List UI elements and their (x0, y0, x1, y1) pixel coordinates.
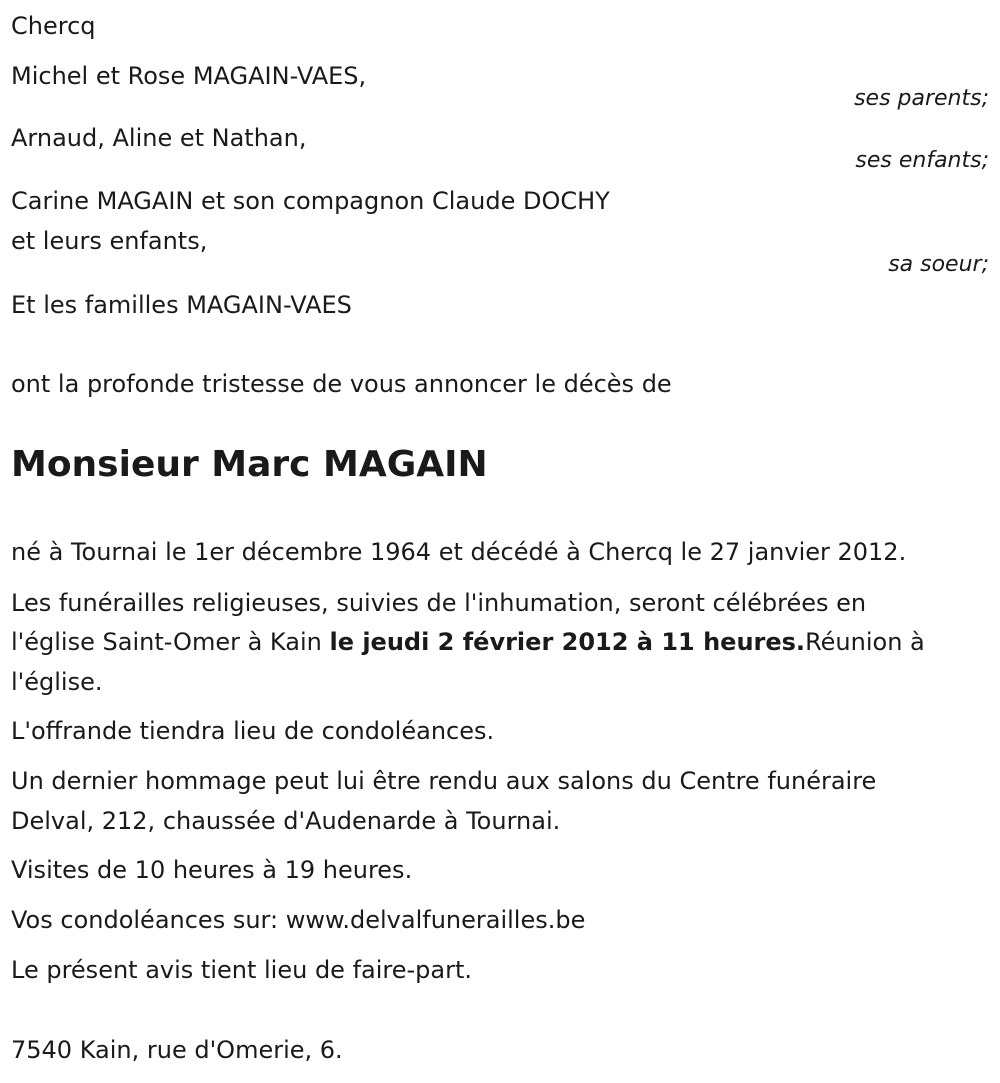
location-text: Chercq (11, 12, 96, 40)
funeral-line2 (11, 622, 925, 662)
families-names: Et les familles MAGAIN-VAES (11, 291, 352, 319)
sister-names-line1: Carine MAGAIN et son compagnon Claude DOCHY (11, 187, 610, 215)
condolences-text: Vos condoléances sur: www.delvalfunerailles.be (11, 906, 586, 934)
birth-death-text: né à Tournai le 1er décembre 1964 et décédé à Chercq le 27 janvier 2012. (11, 538, 907, 566)
sister-role: sa soeur; (888, 252, 989, 277)
parents-role: ses parents; (854, 86, 989, 111)
sister-names-line2: et leurs enfants, (11, 227, 208, 255)
address-text: 7540 Kain, rue d'Omerie, 6. (11, 1036, 343, 1064)
children-names: Arnaud, Aline et Nathan, (11, 124, 307, 152)
funeral-line1: Les funérailles religieuses, suivies de l'inhumation, seront célébrées en (11, 589, 867, 617)
parents-names: Michel et Rose MAGAIN-VAES, (11, 62, 367, 90)
announcement-text: ont la profonde tristesse de vous annoncer le décès de (11, 370, 672, 398)
funeral-line2-prefix: l'église Saint-Omer à Kain (11, 628, 330, 656)
visits-text: Visites de 10 heures à 19 heures. (11, 856, 413, 884)
funeral-line2-suffix: Réunion à (805, 628, 925, 656)
funeral-date-time: le jeudi 2 février 2012 à 11 heures. (329, 628, 806, 656)
funeral-line3: l'église. (11, 668, 103, 696)
homage-line2: Delval, 212, chaussée d'Audenarde à Tournai. (11, 807, 561, 835)
children-role: ses enfants; (855, 148, 989, 173)
deceased-name: Monsieur Marc MAGAIN (11, 444, 488, 485)
notice-text: Le présent avis tient lieu de faire-part. (11, 956, 473, 984)
offering-text: L'offrande tiendra lieu de condoléances. (11, 717, 495, 745)
homage-line1: Un dernier hommage peut lui être rendu aux salons du Centre funéraire (11, 767, 877, 795)
